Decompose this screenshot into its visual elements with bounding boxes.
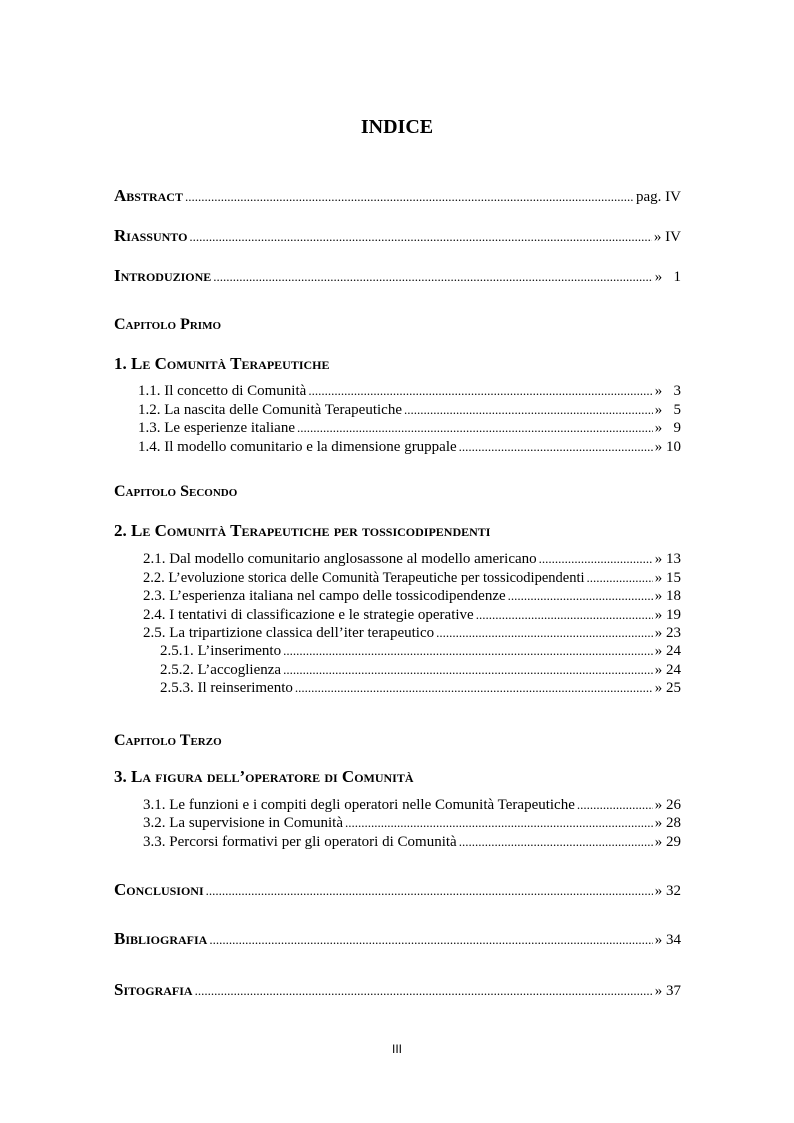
chapter-heading — [114, 731, 681, 750]
entry-label: 1.2. La nascita delle Comunità Terapeutiche — [138, 402, 402, 418]
section-heading — [114, 767, 681, 786]
entry-page: pag. IV — [636, 189, 681, 205]
section-heading — [114, 354, 681, 373]
leader-dots — [283, 660, 653, 679]
leader-dots — [345, 813, 653, 832]
entry-label: Sitografia — [114, 980, 193, 999]
entry-page: » 29 — [654, 834, 681, 850]
entry-page: » 3 — [654, 383, 681, 399]
leader-dots — [459, 437, 653, 456]
entry-page: » 5 — [654, 402, 681, 418]
entry-label: Conclusioni — [114, 880, 204, 899]
entry-label: 2.1. Dal modello comunitario anglosassone al modello americano — [143, 551, 537, 567]
entry-label: 1.3. Le esperienze italiane — [138, 420, 296, 436]
entry-page: » 19 — [654, 607, 681, 623]
leader-dots — [295, 678, 653, 697]
toc-entry-2-5-1 — [160, 641, 681, 661]
toc-entry-sitografia — [114, 980, 681, 1001]
toc-entry-abstract — [114, 186, 681, 207]
entry-label: 2.4. I tentativi di classificazione e le strategie operative — [143, 607, 474, 623]
entry-page: » 24 — [654, 643, 681, 659]
leader-dots — [189, 227, 652, 246]
toc-entry-1-4 — [138, 437, 681, 457]
toc-entry-1-3 — [138, 418, 681, 438]
leader-dots — [283, 641, 653, 660]
section-heading — [114, 521, 681, 540]
entry-label: 1.4. Il modello comunitario e la dimensione gruppale — [138, 439, 457, 455]
entry-page: » 1 — [654, 269, 681, 285]
entry-page: » 24 — [654, 662, 681, 678]
leader-dots — [185, 187, 634, 206]
entry-label: Abstract — [114, 186, 183, 205]
toc-entry-conclusioni — [114, 880, 681, 901]
entry-page: » 34 — [654, 932, 681, 948]
entry-label: 3.1. Le funzioni e i compiti degli operatori nelle Comunità Terapeutiche — [143, 797, 575, 813]
entry-label: Capitolo Primo — [114, 316, 222, 333]
toc-entry-introduzione — [114, 266, 681, 287]
entry-label: 2. Le Comunità Terapeutiche per tossicodipendenti — [114, 521, 491, 540]
toc-entry-2-2 — [143, 568, 681, 588]
entry-label: 3.2. La supervisione in Comunità — [143, 815, 343, 831]
page-title: INDICE — [360, 116, 434, 138]
toc-entry-2-3 — [143, 586, 681, 606]
entry-page: » 25 — [654, 680, 681, 696]
entry-page: » 37 — [654, 983, 681, 999]
entry-page: » 15 — [654, 570, 681, 586]
leader-dots — [308, 381, 652, 400]
toc-entry-3-2 — [143, 813, 681, 833]
entry-label: 2.2. L’evoluzione storica delle Comunità Terapeutiche per tossicodipendenti — [143, 570, 585, 586]
leader-dots — [436, 623, 653, 642]
toc-entry-riassunto — [114, 226, 681, 247]
leader-dots — [297, 418, 653, 437]
leader-dots — [476, 605, 653, 624]
entry-label: 3. La figura dell’operatore di Comunità — [114, 767, 414, 786]
entry-page: » 18 — [654, 588, 681, 604]
leader-dots — [539, 549, 653, 568]
chapter-heading — [114, 482, 681, 501]
leader-dots — [404, 400, 653, 419]
entry-label: 2.3. L’esperienza italiana nel campo delle tossicodipendenze — [143, 588, 506, 604]
leader-dots — [577, 795, 653, 814]
entry-page: » 23 — [654, 625, 681, 641]
toc-entry-3-1 — [143, 795, 681, 815]
entry-label: 1.1. Il concetto di Comunità — [138, 383, 307, 399]
entry-label: 2.5. La tripartizione classica dell’iter terapeutico — [143, 625, 435, 641]
leader-dots — [508, 586, 653, 605]
page-number: III — [391, 1042, 402, 1056]
leader-dots — [213, 267, 652, 286]
toc-entry-2-5 — [143, 623, 681, 643]
leader-dots — [587, 568, 653, 587]
entry-label: 3.3. Percorsi formativi per gli operatori di Comunità — [143, 834, 457, 850]
entry-label: Capitolo Secondo — [114, 483, 238, 500]
toc-entry-bibliografia — [114, 929, 681, 950]
entry-label: 2.5.3. Il reinserimento — [160, 680, 293, 696]
toc-entry-2-5-2 — [160, 660, 681, 680]
leader-dots — [209, 930, 652, 949]
entry-page: » 13 — [654, 551, 681, 567]
entry-page: » IV — [653, 229, 681, 245]
chapter-heading — [114, 315, 681, 334]
entry-page: » 28 — [654, 815, 681, 831]
toc-entry-1-1 — [138, 381, 681, 401]
entry-label: Introduzione — [114, 266, 212, 285]
entry-page: » 32 — [654, 883, 681, 899]
entry-label: 2.5.1. L’inserimento — [160, 643, 282, 659]
entry-page: » 10 — [654, 439, 681, 455]
entry-label: Bibliografia — [114, 929, 208, 948]
leader-dots — [459, 832, 653, 851]
toc-entry-3-3 — [143, 832, 681, 852]
toc-entry-1-2 — [138, 400, 681, 420]
toc-entry-2-4 — [143, 605, 681, 625]
leader-dots — [195, 981, 653, 1000]
leader-dots — [206, 881, 653, 900]
toc-entry-2-5-3 — [160, 678, 681, 698]
entry-label: 2.5.2. L’accoglienza — [160, 662, 282, 678]
entry-page: » 9 — [654, 420, 681, 436]
entry-label: Capitolo Terzo — [114, 732, 222, 749]
entry-page: » 26 — [654, 797, 681, 813]
entry-label: 1. Le Comunità Terapeutiche — [114, 354, 330, 373]
toc-entry-2-1 — [143, 549, 681, 569]
entry-label: Riassunto — [114, 226, 188, 245]
